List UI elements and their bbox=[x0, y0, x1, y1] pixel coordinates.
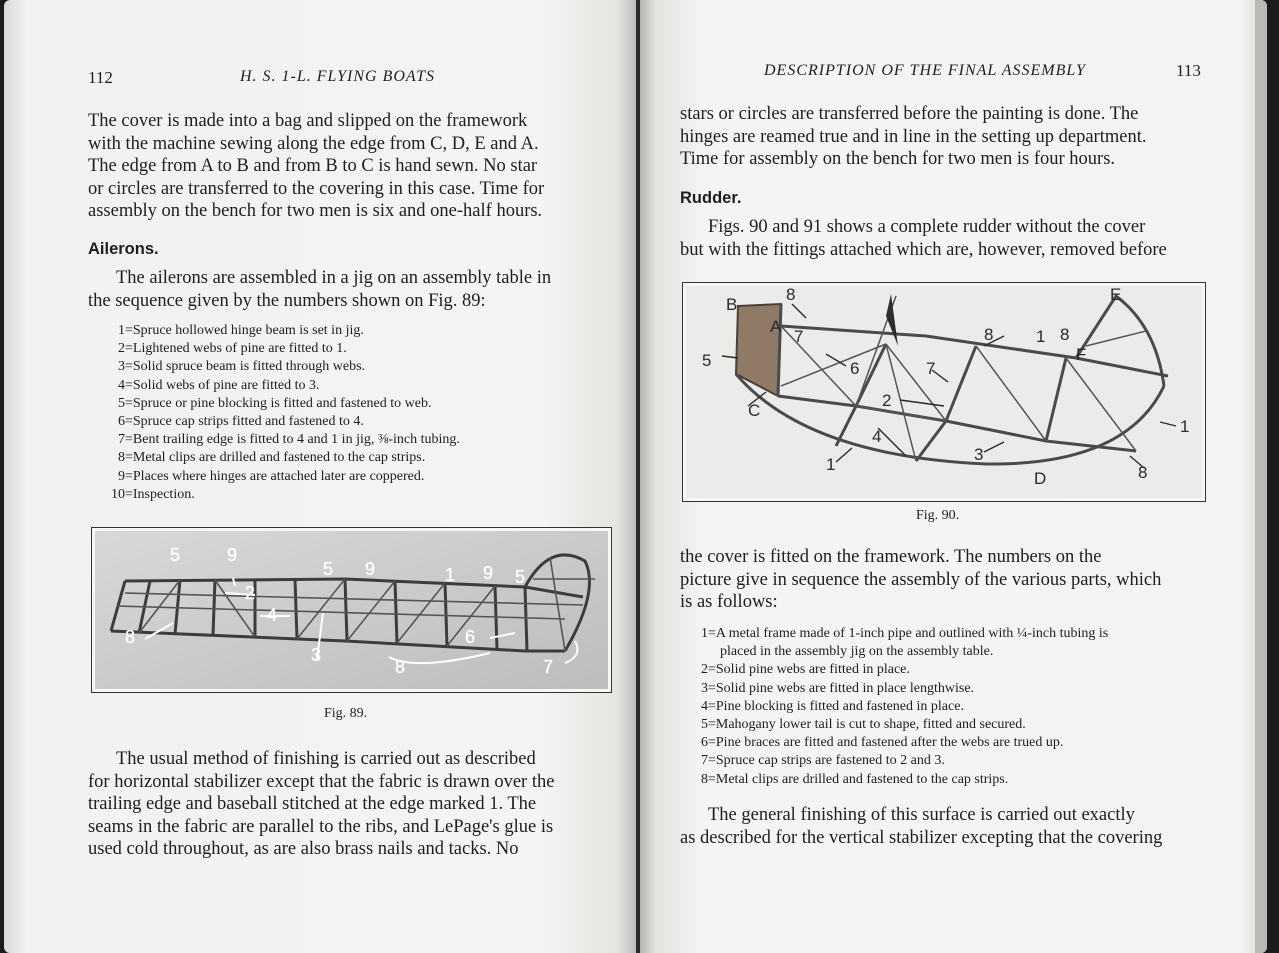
callout-7: 7 bbox=[543, 657, 554, 677]
step-text: =Bent trailing edge is fitted to 4 and 1 in jig, ⅜-inch tubing. bbox=[125, 432, 460, 448]
list-item bbox=[700, 625, 1108, 643]
callout-8: 8 bbox=[1138, 463, 1148, 482]
rudder-intro bbox=[680, 216, 1204, 261]
callout-4: 4 bbox=[872, 427, 882, 446]
text-line: the sequence given by the numbers shown on Fig. 89: bbox=[88, 290, 486, 311]
text-line: The cover is made into a bag and slipped on the framework bbox=[88, 111, 528, 131]
page-number: 113 bbox=[1176, 61, 1201, 80]
text-line: used cold throughout, as are also brass nails and tacks. No bbox=[88, 839, 519, 859]
callout-3: 3 bbox=[974, 445, 984, 464]
opening-paragraph bbox=[680, 103, 1204, 171]
step-number: 1 bbox=[701, 626, 708, 641]
step-text: =Places where hinges are attached later are coppered. bbox=[125, 468, 425, 484]
closing-paragraph bbox=[680, 804, 1204, 849]
callout-7: 7 bbox=[926, 359, 936, 378]
rudder-frame-drawing bbox=[686, 286, 1202, 498]
text-line: trailing edge and baseball stitched at the edge marked 1. The bbox=[88, 794, 537, 814]
left-page bbox=[4, 0, 636, 953]
ailerons-intro bbox=[88, 267, 610, 312]
step-text: =Metal clips are drilled and fastened to the cap strips. bbox=[125, 450, 426, 466]
text-line: Figs. 90 and 91 shows a complete rudder without the cover bbox=[708, 217, 1146, 237]
callout-D: D bbox=[1034, 469, 1047, 488]
callout-4: 4 bbox=[267, 605, 278, 625]
callout-2: 2 bbox=[882, 391, 892, 410]
step-text: =Pine braces are fitted and fastened after the webs are trued up. bbox=[708, 735, 1064, 751]
callout-1: 1 bbox=[445, 565, 456, 585]
callout-5: 5 bbox=[702, 351, 712, 370]
callout-9: 9 bbox=[365, 559, 376, 579]
text-line: hinges are reamed true and in line in the setting up department. bbox=[680, 126, 1147, 147]
step-number: 3 bbox=[118, 359, 125, 375]
text-line: with the machine sewing along the edge from C, D, E and A. bbox=[88, 133, 539, 154]
list-item bbox=[110, 449, 460, 467]
section-heading-rudder: Rudder. bbox=[680, 189, 742, 207]
step-number: 8 bbox=[701, 771, 708, 787]
step-text: =Spruce hollowed hinge beam is set in jig. bbox=[125, 323, 364, 338]
text-line: picture give in sequence the assembly of the various parts, which bbox=[680, 569, 1162, 590]
callout-1: 1 bbox=[1036, 327, 1046, 346]
page-number: 112 bbox=[88, 68, 113, 87]
callout-8: 8 bbox=[395, 657, 406, 677]
callout-8: 8 bbox=[125, 627, 136, 647]
aileron-steps-list bbox=[110, 322, 460, 504]
list-item-continued: placed in the assembly jig on the assembly table. bbox=[720, 644, 994, 660]
text-line: for horizontal stabilizer except that the fabric is drawn over the bbox=[88, 771, 555, 792]
text-line: seams in the fabric are parallel to the ribs, and LePage's glue is bbox=[88, 816, 554, 837]
list-item bbox=[700, 716, 1108, 734]
callout-C: C bbox=[748, 401, 761, 420]
step-number: 2 bbox=[701, 662, 708, 678]
list-item bbox=[700, 661, 1108, 679]
step-number: 9 bbox=[118, 468, 125, 484]
finishing-paragraph bbox=[88, 748, 610, 861]
after-figure-paragraph bbox=[680, 546, 1204, 614]
step-number: 4 bbox=[701, 698, 708, 714]
figure-89 bbox=[91, 527, 612, 693]
callout-5: 5 bbox=[170, 545, 181, 565]
list-item bbox=[110, 413, 460, 431]
list-item bbox=[110, 468, 460, 486]
text-line: The general finishing of this surface is carried out exactly bbox=[708, 805, 1135, 825]
figure-89-caption: Fig. 89. bbox=[324, 706, 368, 721]
text-line: Time for assembly on the bench for two men is four hours. bbox=[680, 149, 1116, 169]
right-page bbox=[640, 0, 1267, 953]
figure-90 bbox=[682, 282, 1206, 502]
callout-5: 5 bbox=[323, 559, 334, 579]
aileron-frame-drawing bbox=[95, 531, 608, 689]
opening-paragraph bbox=[88, 110, 610, 223]
callout-5: 5 bbox=[515, 567, 526, 587]
callout-8: 8 bbox=[1060, 325, 1070, 344]
callout-B: B bbox=[726, 295, 738, 314]
text-line: The ailerons are assembled in a jig on an assembly table in bbox=[116, 268, 552, 288]
callout-8: 8 bbox=[786, 286, 796, 304]
callout-8: 8 bbox=[984, 325, 994, 344]
callout-9: 9 bbox=[483, 563, 494, 583]
text-line: as described for the vertical stabilizer excepting that the covering bbox=[680, 827, 1163, 848]
step-text: =Spruce cap strips are fastened to 2 and 3. bbox=[708, 753, 945, 769]
step-number: 5 bbox=[118, 395, 125, 411]
callout-F: F bbox=[1076, 345, 1087, 364]
rudder-steps-list bbox=[700, 625, 1108, 789]
text-line: assembly on the bench for two men is six and one-half hours. bbox=[88, 201, 543, 221]
text-line: but with the fittings attached which are, however, removed before bbox=[680, 239, 1167, 260]
list-item bbox=[700, 680, 1108, 698]
step-text: =Solid pine webs are fitted in place lengthwise. bbox=[708, 680, 975, 696]
step-text: =Solid pine webs are fitted in place. bbox=[708, 662, 910, 678]
list-item bbox=[110, 395, 460, 413]
list-item bbox=[110, 486, 460, 504]
callout-2: 2 bbox=[245, 583, 256, 603]
step-number: 8 bbox=[118, 450, 125, 466]
list-item bbox=[700, 752, 1108, 770]
step-text: =Pine blocking is fitted and fastened in place. bbox=[708, 698, 964, 714]
step-text: =A metal frame made of 1-inch pipe and outlined with ¼-inch tubing is bbox=[708, 626, 1109, 641]
text-line: The edge from A to B and from B to C is hand sewn. No star bbox=[88, 156, 538, 176]
list-item bbox=[110, 322, 460, 340]
list-item bbox=[110, 377, 460, 395]
callout-3: 3 bbox=[311, 645, 322, 665]
step-number: 6 bbox=[701, 735, 708, 751]
step-text: =Solid webs of pine are fitted to 3. bbox=[125, 377, 320, 393]
step-number: 1 bbox=[118, 323, 125, 338]
step-text: =Lightened webs of pine are fitted to 1. bbox=[125, 341, 347, 357]
list-item bbox=[110, 431, 460, 449]
figure-90-caption: Fig. 90. bbox=[916, 508, 960, 523]
step-number: 3 bbox=[701, 680, 708, 696]
running-head: H. S. 1-L. FLYING BOATS bbox=[240, 68, 435, 85]
callout-6: 6 bbox=[850, 359, 860, 378]
text-line: is as follows: bbox=[680, 592, 778, 612]
step-number: 7 bbox=[118, 432, 125, 448]
callout-1: 1 bbox=[826, 455, 836, 474]
text-line: The usual method of finishing is carried out as described bbox=[116, 749, 536, 769]
step-text: =Mahogany lower tail is cut to shape, fitted and secured. bbox=[708, 717, 1026, 733]
figure-89-photo bbox=[95, 531, 608, 689]
step-number: 5 bbox=[701, 717, 708, 733]
callout-A: A bbox=[770, 317, 782, 336]
callout-1: 1 bbox=[1180, 417, 1190, 436]
step-number: 10 bbox=[111, 486, 125, 502]
list-item bbox=[700, 771, 1108, 789]
step-text: =Metal clips are drilled and fastened to the cap strips. bbox=[708, 771, 1009, 787]
callout-9: 9 bbox=[227, 545, 238, 565]
callout-E: E bbox=[1110, 286, 1122, 304]
text-line: the cover is fitted on the framework. The numbers on the bbox=[680, 547, 1102, 567]
step-number: 6 bbox=[118, 414, 125, 430]
step-text: =Spruce cap strips fitted and fastened to 4. bbox=[125, 414, 364, 430]
page-edge bbox=[1255, 0, 1267, 953]
step-text: =Inspection. bbox=[125, 486, 195, 502]
step-number: 2 bbox=[118, 341, 125, 357]
list-item bbox=[110, 340, 460, 358]
callout-7: 7 bbox=[794, 327, 804, 346]
text-line: stars or circles are transferred before the painting is done. The bbox=[680, 104, 1139, 124]
figure-90-photo bbox=[686, 286, 1202, 498]
step-number: 4 bbox=[118, 377, 125, 393]
section-heading-ailerons: Ailerons. bbox=[88, 240, 159, 258]
list-item bbox=[700, 698, 1108, 716]
callout-6: 6 bbox=[465, 627, 476, 647]
running-head: DESCRIPTION OF THE FINAL ASSEMBLY bbox=[764, 62, 1086, 79]
step-number: 7 bbox=[701, 753, 708, 769]
list-item bbox=[700, 734, 1108, 752]
step-text: =Solid spruce beam is fitted through webs. bbox=[125, 359, 366, 375]
list-item bbox=[110, 358, 460, 376]
step-text: =Spruce or pine blocking is fitted and fastened to web. bbox=[125, 395, 432, 411]
text-line: or circles are transferred to the covering in this case. Time for bbox=[88, 178, 545, 199]
